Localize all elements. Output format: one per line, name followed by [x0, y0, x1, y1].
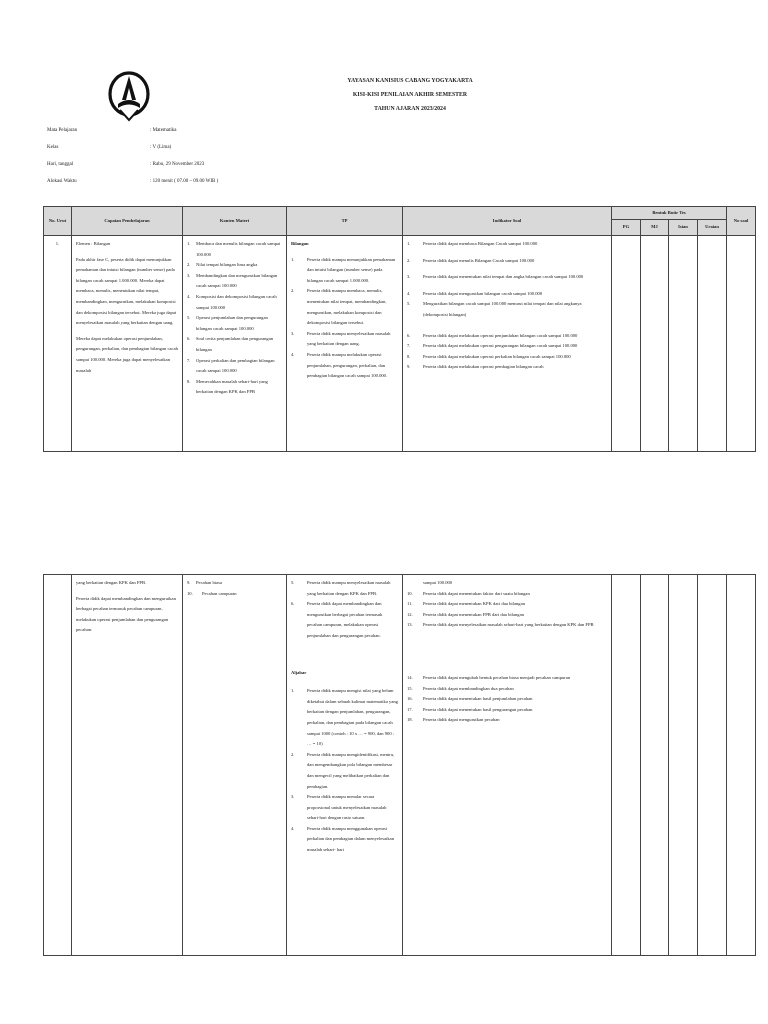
- tp-cell: [287, 575, 403, 956]
- konten-item: 10. Pecahan campuran: [187, 590, 237, 596]
- pg-cell: [612, 236, 641, 452]
- pg-cell: [612, 575, 641, 956]
- konten-cell: [183, 236, 287, 452]
- nosoal-cell: [727, 236, 756, 452]
- indikator-cell: [403, 236, 612, 452]
- meta-row: [47, 128, 367, 145]
- tp-item: 1. Peserta didik mampu mengisi nilai yang belum diketahui dalam sebuah kalimat matematika yang berkaitan dengan penjumlahan, pengurangan, perkalian, dan pembagian pada bilangan cacah sampai 1000 (contoh : 10 x … = 900, dan 900 : … = 10): [291, 688, 398, 747]
- cp-paragraph: Pada akhir fase C, peserta didik dapat menunjukkan pemahaman dan intuisi bilangan (number sense) pada bilangan cacah sampai 1.000.000. Mereka dapat membaca, menulis, menentukan nilai tempat, membandingkan, mengurutkan, melakukan komposisi dan dekomposisi bilangan tersebut. Mereka juga dapat menyelesaikan masalah yang berkaitan dengan uang.: [76, 256, 177, 326]
- cp-paragraph: yang berkaitan dengan KPK dan FPB.: [76, 580, 147, 585]
- tp-item: 3. Peserta didik mampu menyelesaikan masalah yang berkaitan dengan uang.: [291, 330, 391, 347]
- tp-section-title: Aljabar: [291, 669, 307, 675]
- kisi-kisi-table-page-2: [43, 574, 756, 956]
- cp-paragraph: Peserta didik dapat membandingkan dan mengurutkan berbagai pecahan termasuk pecahan campuran, melakukan operasi penjumlahan dan pengurangan pecahan.: [76, 595, 176, 633]
- heading-line-1: YAYASAN KANISIUS CABANG YOGYAKARTA: [347, 78, 473, 84]
- tp-item: 6. Peserta didik dapat membandingkan dan mengurutkan berbagai pecahan termasuk pecahan campuran, melakukan operasi penjumlahan dan pengurangan pecahan.: [291, 601, 383, 638]
- indikator-item: 10. Peserta didik dapat menentukan faktor dari suatu bilangan: [407, 590, 530, 596]
- tp-item: 3. Peserta didik mampu menalar secara proporsional untuk menyelesaikan masalah sehari-hari dengan rasio satuan.: [291, 794, 387, 821]
- meta-value: : 120 menit ( 07.00 – 09.00 WIB ): [150, 179, 219, 184]
- document-heading: [280, 74, 540, 116]
- indikator-item: 6. Peserta didik dapat melakukan operasi penjumlahan bilangan cacah sampai 100.000: [407, 332, 578, 338]
- indikator-item: 11. Peserta didik dapat menentukan KPK dari dua bilangan: [407, 601, 525, 607]
- indikator-item: 5. Menguraikan bilangan cacah sampai 100.000 menurut nilai tempat dan nilai angkanya (dekomposisi bilangan): [407, 301, 582, 317]
- indikator-item: 8. Peserta didik dapat melakukan operasi perkalian bilangan cacah sampai 100.000: [407, 353, 571, 359]
- konten-item: 6. Soal cerita penjumlahan dan pengurangan bilangan: [187, 336, 274, 352]
- tp-item: 4. Peserta didik mampu menggunakan operasi perkalian dan pembagian dalam menyelesaikan masalah sehari- hari: [291, 825, 394, 853]
- konten-item: 7. Operasi perkalian dan pembagian bilangan cacah sampai 100.000: [187, 357, 275, 374]
- meta-key: Alokasi Waktu: [47, 179, 77, 184]
- konten-item: 8. Memecahkan masalah sehari-hari yang berkaitan dengan KPK dan FPB: [187, 378, 268, 395]
- tp-cell: [287, 236, 403, 452]
- uraian-cell: [698, 575, 727, 956]
- row-number-text: 1.: [55, 241, 60, 246]
- meta-key: Hari, tanggal: [47, 162, 74, 167]
- header-mj: MJ: [641, 220, 669, 236]
- header-uraian: Uraian: [698, 220, 727, 236]
- konten-item: 9. Pecahan biasa: [187, 580, 222, 585]
- meta-row: [47, 179, 367, 196]
- capaian-cell: [72, 236, 183, 452]
- header-tp: TP: [287, 207, 403, 236]
- header-pg: PG: [612, 220, 641, 236]
- konten-item: 2. Nilai tempat bilangan lima angka: [187, 262, 258, 268]
- indikator-item: sampai 100.000: [423, 580, 453, 585]
- konten-cell: [183, 575, 287, 956]
- konten-item: 1. Membaca dan menulis bilangan cacah sampai 100.000: [187, 241, 281, 257]
- nosoal-cell: [727, 575, 756, 956]
- indikator-item: 16. Peserta didik dapat menentukan hasil penjumlahan pecahan: [407, 696, 533, 702]
- cp-elemen: Elemen : Bilangan: [76, 241, 111, 246]
- indikator-cell: [403, 575, 612, 956]
- meta-key: Kelas: [47, 145, 59, 150]
- tp-section-title: Bilangan: [291, 241, 309, 246]
- header-capaian: Capaian Pembelajaran: [72, 207, 183, 236]
- indikator-item: 1. Peserta didik dapat membaca Bilangan Cacah sampai 100.000: [407, 241, 538, 246]
- indikator-item: 15. Peserta didik dapat membandingkan dua pecahan: [407, 685, 514, 691]
- meta-value: : Matematika: [150, 128, 177, 133]
- meta-row: [47, 162, 367, 179]
- tp-item: 1. Peserta didik mampu menunjukkan pemahaman dan intuisi bilangan (number sense) pada bilangan cacah sampai 1.000.000.: [291, 256, 396, 283]
- indikator-item: 13. Peserta didik dapat menyelesaikan masalah sehari-hari yang berkaitan dengan KPK dan FPB: [407, 622, 594, 628]
- indikator-item: 17. Peserta didik dapat menentukan hasil pengurangan pecahan: [407, 706, 533, 712]
- indikator-item: 12. Peserta didik dapat menentukan FPB dari dua bilangan: [407, 611, 524, 617]
- mj-cell: [641, 575, 669, 956]
- mj-cell: [641, 236, 669, 452]
- uraian-cell: [698, 236, 727, 452]
- indikator-item: 2. Peserta didik dapat menulis Bilangan Cacah sampai 100.000: [407, 257, 535, 263]
- meta-info: [47, 128, 367, 196]
- meta-value: : V (Lima): [150, 145, 172, 150]
- tp-item: 5. Peserta didik mampu menyelesaikan masalah yang berkaitan dengan KPK dan FPB.: [291, 580, 391, 596]
- indikator-item: 9. Peserta didik dapat melakukan operasi pembagian bilangan cacah: [407, 364, 544, 370]
- row-number: [44, 236, 72, 452]
- row-number-empty: [44, 575, 72, 956]
- konten-item: 3. Membandingkan dan mengurutkan bilangan cacah sampai 100.000: [187, 272, 278, 289]
- indikator-item: 7. Peserta didik dapat melakukan operasi pengurangan bilangan cacah sampai 100.000: [407, 343, 578, 349]
- konten-item: 5. Operasi penjumlahan dan pengurangan bilangan cacah sampai 100.000: [187, 315, 268, 331]
- konten-item: 4. Komposisi dan dekomposisi bilangan cacah sampai 100.000: [187, 293, 277, 310]
- tp-item: 2. Peserta didik mampu mengidentifikasi, meniru, dan mengembangkan pola bilangan membesar dan mengecil yang melibatkan perkalian dan pembagian.: [291, 751, 395, 789]
- tp-item: 2. Peserta didik mampu membaca, menulis, menentukan nilai tempat, membandingkan, mengurutkan, melakukan komposisi dan dekomposisi bilangan tersebut.: [291, 288, 387, 326]
- capaian-cell: [72, 575, 183, 956]
- cp-paragraph: Mereka dapat melakukan operasi penjumlahan, pengurangan, perkalian, dan pembagian bilangan cacah sampai 100.000. Mereka juga dapat menyelesaikan masalah: [76, 335, 178, 373]
- header-bentuk-butir: Bentuk Butir Tes: [612, 207, 727, 220]
- kisi-kisi-table-page-1: [43, 206, 756, 452]
- isian-cell: [669, 236, 698, 452]
- indikator-item: 18. Peserta didik dapat mengurutkan pecahan: [407, 717, 500, 723]
- meta-key: Mata Pelajaran: [47, 128, 78, 133]
- header-konten: Konten Materi: [183, 207, 287, 236]
- header-no-urut: No. Urut: [44, 207, 72, 236]
- header-no-soal: No soal: [727, 207, 756, 236]
- indikator-item: 3. Peserta didik dapat menentukan nilai tempat dan angka bilangan cacah sampai 100.000: [407, 274, 584, 280]
- isian-cell: [669, 575, 698, 956]
- header-indikator: Indikator Soal: [403, 207, 612, 236]
- header-isian: Isian: [669, 220, 698, 236]
- heading-line-3: TAHUN AJARAN 2023/2024: [374, 106, 446, 112]
- heading-line-2: KISI-KISI PENILAIAN AKHIR SEMESTER: [352, 92, 468, 98]
- indikator-item: 4. Peserta didik dapat mengurutkan bilangan cacah sampai 100.000: [407, 290, 543, 296]
- tp-item: 4. Peserta didik mampu melakukan operasi penjumlahan, pengurangan, perkalian, dan pembagian bilangan cacah sampai 100.000.: [291, 351, 388, 379]
- indikator-item: 14. Peserta didik dapat mengubah bentuk pecahan biasa menjadi pecahan campuran: [407, 674, 571, 680]
- kanisius-logo: [106, 70, 152, 122]
- meta-value: : Rabu, 29 November 2023: [150, 162, 205, 167]
- meta-row: [47, 145, 367, 162]
